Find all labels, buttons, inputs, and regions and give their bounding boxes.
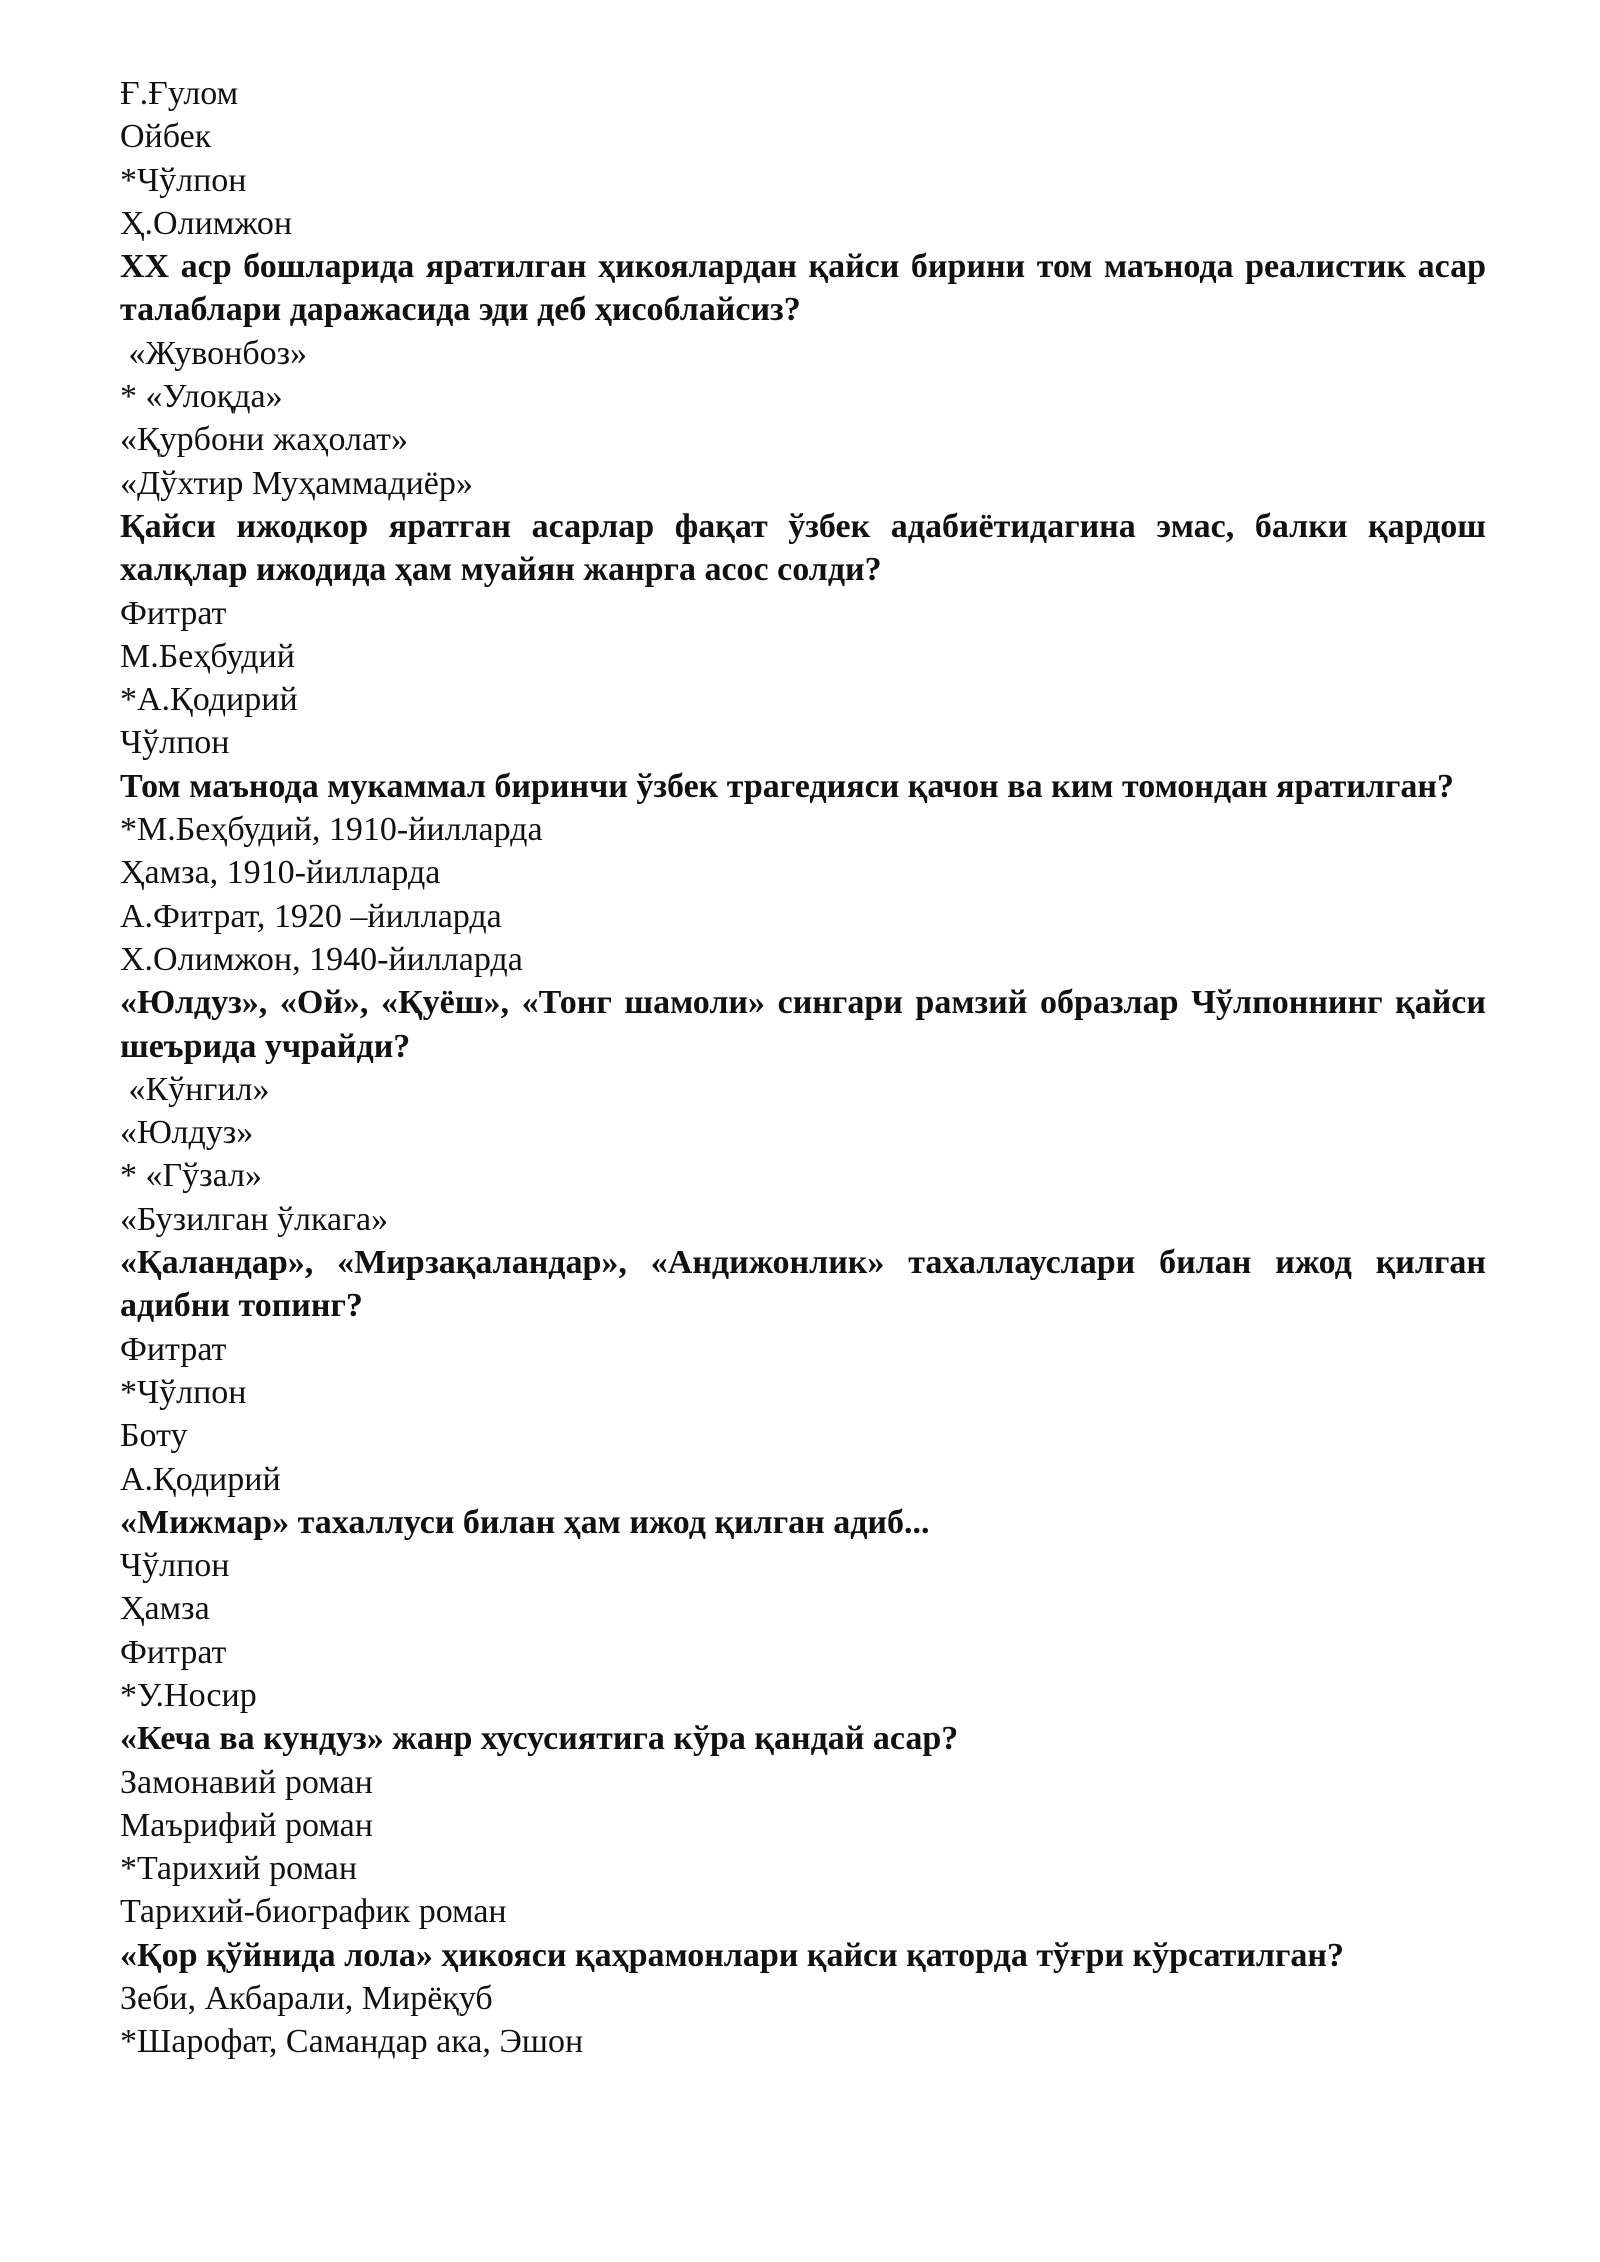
answer-option: Ҳамза <box>120 1590 210 1628</box>
answer-option: * «Улоқда» <box>120 378 283 416</box>
answer-option: *Чўлпон <box>120 161 247 199</box>
answer-option: *Чўлпон <box>120 1373 247 1411</box>
answer-option: *А.Қодирий <box>120 681 298 719</box>
answer-option: * «Гўзал» <box>120 1157 262 1195</box>
answer-option: «Бузилган ўлкага» <box>120 1200 389 1238</box>
answer-option: *Тарихий роман <box>120 1850 358 1888</box>
answer-option: А.Фитрат, 1920 –йилларда <box>120 897 502 935</box>
answer-option: *Шарофат, Самандар ака, Эшон <box>120 2023 584 2061</box>
answer-option: М.Беҳбудий <box>120 637 295 675</box>
question-text: Қайси ижодкор яратган асарлар фақат ўзбек адабиётидагина эмас, балки қардош халқлар ижодида ҳам муайян жанрга асос солди? <box>120 507 1486 589</box>
answer-option: «Юлдуз» <box>120 1114 254 1152</box>
question-text: «Мижмар» тахаллуси билан ҳам ижод қилган адиб... <box>120 1503 930 1541</box>
answer-option: Фитрат <box>120 594 227 632</box>
answer-option: *У.Носир <box>120 1676 257 1714</box>
question-text: «Қор қўйнида лола» ҳикояси қаҳрамонлари қайси қаторда тўғри кўрсатилган? <box>120 1936 1344 1974</box>
answer-option: Чўлпон <box>120 1547 230 1585</box>
answer-option: Ойбек <box>120 118 212 156</box>
question-text: «Юлдуз», «Ой», «Қуёш», «Тонг шамоли» сингари рамзий образлар Чўлпоннинг қайси шеърида учрайди? <box>120 984 1486 1065</box>
answer-option: Тарихий-биографик роман <box>120 1893 507 1931</box>
answer-option: Фитрат <box>120 1633 227 1671</box>
answer-option: Ғ.Ғулом <box>120 75 239 112</box>
document-page <box>120 72 1486 2064</box>
answer-option: Х.Олимжон, 1940-йилларда <box>120 940 523 978</box>
answer-option: Чўлпон <box>120 724 230 762</box>
question-text: «Кеча ва кундуз» жанр хусусиятига кўра қандай асар? <box>120 1720 959 1758</box>
answer-option: Ҳ.Олимжон <box>120 204 293 242</box>
answer-option: Боту <box>120 1417 188 1455</box>
question-text: XX аср бошларида яратилган ҳикоялардан қайси бирини том маънода реалистик асар талаблари даражасида эди деб ҳисоблайсиз? <box>120 248 1486 329</box>
answer-option: Замонавий роман <box>120 1763 373 1801</box>
answer-option: Зеби, Акбарали, Мирёқуб <box>120 1980 493 2018</box>
answer-option: *М.Беҳбудий, 1910-йилларда <box>120 811 543 849</box>
answer-option: А.Қодирий <box>120 1460 281 1498</box>
answer-option: «Қурбони жаҳолат» <box>120 421 409 459</box>
answer-option: «Кўнгил» <box>120 1070 270 1108</box>
answer-option: «Жувонбоз» <box>120 334 308 372</box>
answer-option: «Дўхтир Муҳаммадиёр» <box>120 464 473 502</box>
question-text: «Қаландар», «Мирзақаландар», «Андижонлик» тахаллауслари билан ижод қилган адибни топинг? <box>120 1244 1486 1325</box>
answer-option: Фитрат <box>120 1330 227 1368</box>
answer-option: Маърифий роман <box>120 1806 373 1844</box>
answer-option: Ҳамза, 1910-йилларда <box>120 854 441 892</box>
question-text: Том маънода мукаммал биринчи ўзбек трагедияси қачон ва ким томондан яратилган? <box>120 767 1454 805</box>
